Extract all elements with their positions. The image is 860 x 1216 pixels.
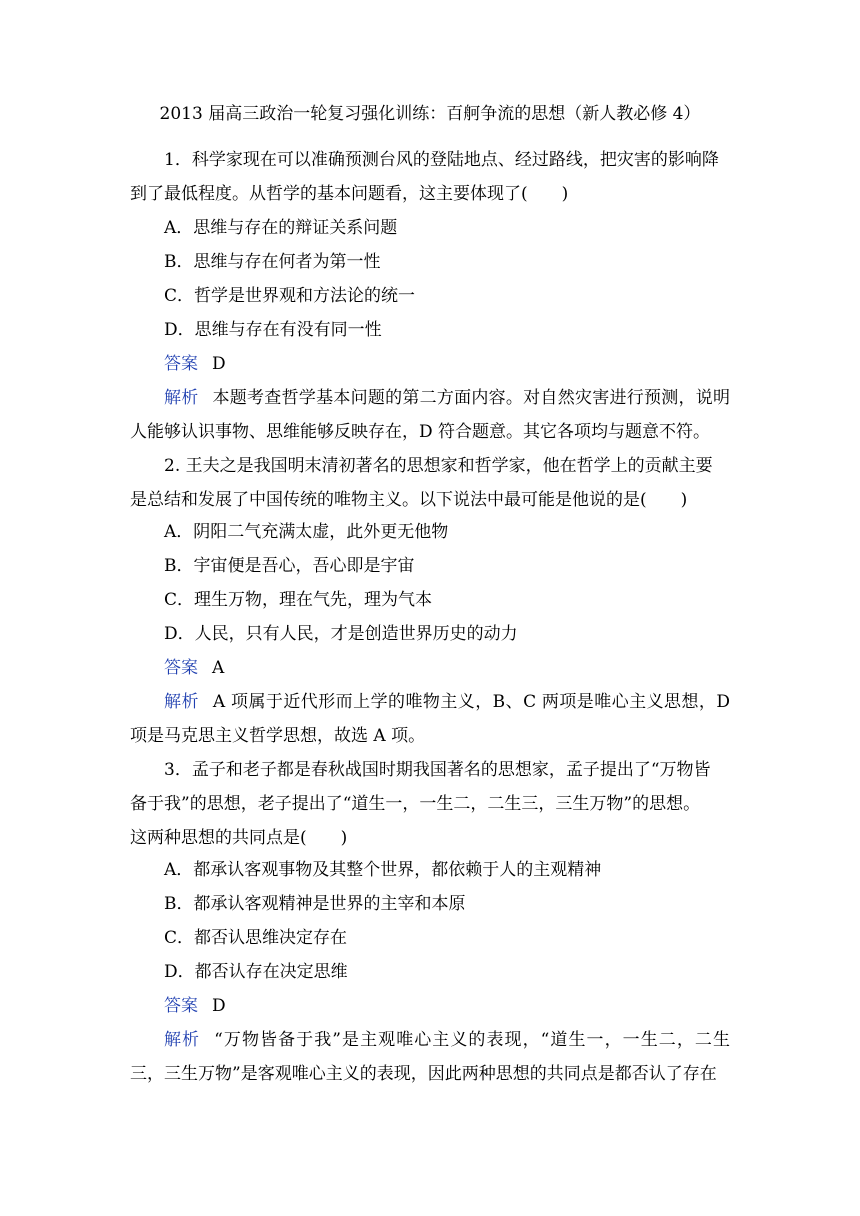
q2-option-a: A．阴阳二气充满太虚，此外更无他物 — [164, 522, 449, 542]
q3-stem-line-2: 备于我”的思想，老子提出了“道生一，一生二，二生三，三生万物”的思想。 — [130, 794, 701, 814]
analysis-label: 解析 — [164, 692, 199, 712]
q2-analysis-line-2: 项是马克思主义哲学思想，故选 A 项。 — [130, 726, 426, 746]
q3-answer — [164, 989, 226, 1023]
q1-stem-line-1: 1．科学家现在可以准确预测台风的登陆地点、经过路线，把灾害的影响降 — [164, 150, 719, 170]
answer-label: 答案 — [164, 996, 198, 1016]
answer-label: 答案 — [164, 658, 198, 678]
q3-option-b: B．都承认客观精神是世界的主宰和本原 — [164, 894, 466, 914]
analysis-label: 解析 — [164, 388, 199, 408]
q2-option-b: B．宇宙便是吾心，吾心即是宇宙 — [164, 556, 415, 576]
q3-option-c: C．都否认思维决定存在 — [164, 928, 348, 948]
q3-analysis-line-1 — [164, 1023, 730, 1057]
analysis-label: 解析 — [164, 1030, 201, 1050]
q1-option-b: B．思维与存在何者为第一性 — [164, 252, 381, 272]
q2-option-c: C．理生万物，理在气先，理为气本 — [164, 590, 433, 610]
q1-analysis-line-2: 人能够认识事物、思维能够反映存在，D 符合题意。其它各项均与题意不符。 — [130, 422, 711, 442]
q3-stem-line-1: 3．孟子和老子都是春秋战国时期我国著名的思想家，孟子提出了“万物皆 — [164, 760, 711, 780]
q3-analysis-line-2: 三，三生万物”是客观唯心主义的表现，因此两种思想的共同点是都否认了存在 — [130, 1064, 717, 1084]
analysis-text: 本题考查哲学基本问题的第二方面内容。对自然灾害进行预测，说明 — [212, 388, 731, 408]
answer-value: D — [212, 996, 226, 1016]
q3-option-d: D．都否认存在决定思维 — [164, 962, 348, 982]
q3-stem-line-3: 这两种思想的共同点是( ) — [130, 828, 348, 848]
page-title: 2013 届高三政治一轮复习强化训练：百舸争流的思想（新人教必修 4） — [159, 104, 701, 124]
q2-stem-line-2: 是总结和发展了中国传统的唯物主义。以下说法中最可能是他说的是( ) — [130, 490, 688, 510]
q1-answer — [164, 347, 226, 381]
answer-value: A — [212, 658, 225, 678]
analysis-text: “万物皆备于我”是主观唯心主义的表现，“道生一，一生二，二生 — [214, 1030, 730, 1050]
q1-option-c: C．哲学是世界观和方法论的统一 — [164, 286, 416, 306]
answer-label: 答案 — [164, 354, 198, 374]
q1-analysis-line-1 — [164, 381, 730, 415]
q2-answer — [164, 651, 224, 685]
q2-stem-line-1: 2. 王夫之是我国明末清初著名的思想家和哲学家，他在哲学上的贡献主要 — [164, 456, 713, 476]
q2-option-d: D．人民，只有人民，才是创造世界历史的动力 — [164, 624, 518, 644]
q1-option-a: A．思维与存在的辩证关系问题 — [164, 218, 398, 238]
q3-option-a: A．都承认客观事物及其整个世界，都依赖于人的主观精神 — [164, 860, 602, 880]
q1-stem-line-2: 到了最低程度。从哲学的基本问题看，这主要体现了( ) — [130, 184, 569, 204]
analysis-text: A 项属于近代形而上学的唯物主义，B、C 两项是唯心主义思想，D — [212, 692, 730, 712]
q2-analysis-line-1 — [164, 685, 730, 719]
answer-value: D — [212, 354, 226, 374]
q1-option-d: D．思维与存在有没有同一性 — [164, 320, 382, 340]
